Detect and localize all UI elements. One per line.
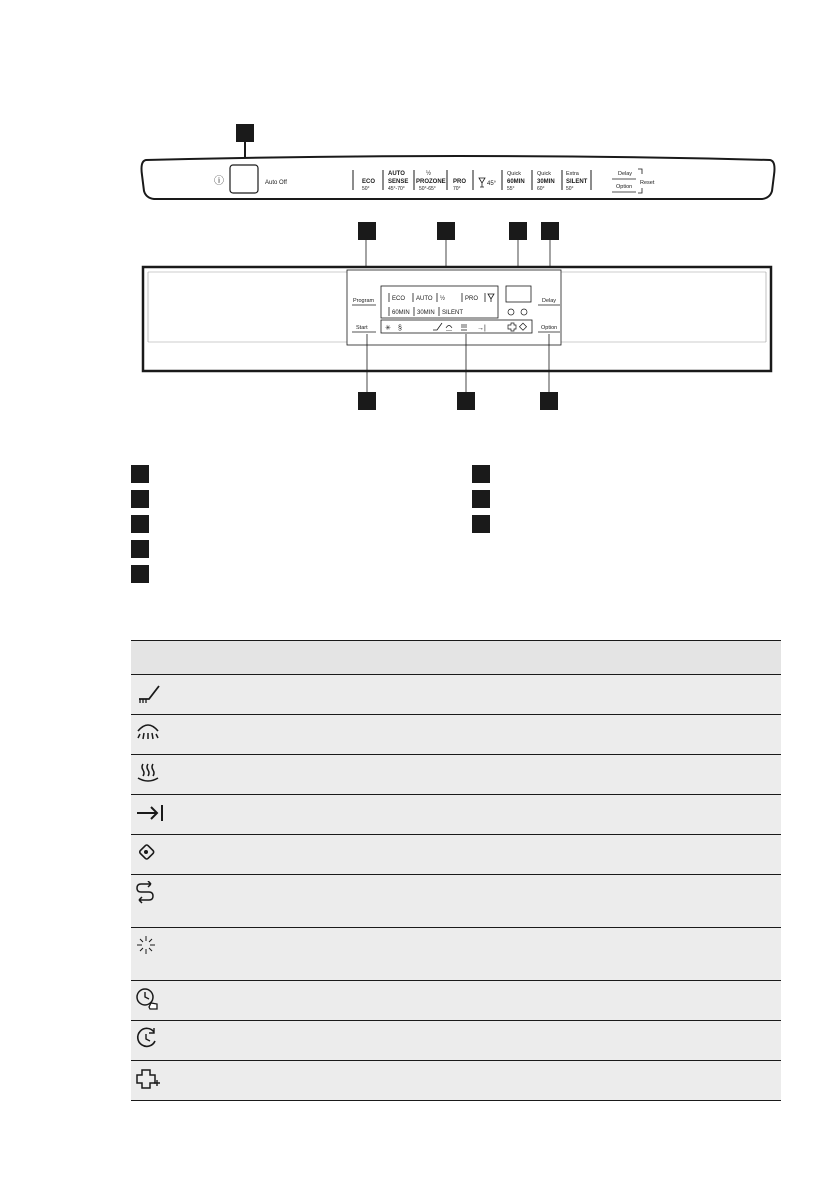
legend-marker bbox=[131, 490, 149, 508]
auto-off-label: Auto Off bbox=[265, 180, 287, 186]
table-row bbox=[131, 835, 781, 875]
indicator-pro: PRO bbox=[465, 296, 479, 302]
indicator-eco: ECO bbox=[392, 296, 406, 302]
callout-marker bbox=[236, 124, 254, 142]
callout-marker bbox=[457, 392, 475, 410]
spray-arms-icon bbox=[135, 721, 161, 745]
end-arrow-icon bbox=[135, 801, 165, 825]
indicator-60min: 60MIN bbox=[392, 310, 410, 316]
program-quick30[interactable]: Quick bbox=[537, 171, 552, 177]
program-quick30-line2: 30MIN bbox=[537, 179, 555, 185]
salt-icon bbox=[135, 841, 161, 865]
table-row bbox=[131, 675, 781, 715]
table-row bbox=[131, 875, 781, 928]
symbols-table bbox=[131, 640, 781, 1101]
program-button[interactable]: Program bbox=[353, 298, 375, 304]
legend-marker bbox=[472, 490, 490, 508]
indicator-30min: 30MIN bbox=[417, 310, 435, 316]
legend-marker bbox=[131, 540, 149, 558]
timer-icon bbox=[135, 1027, 161, 1053]
multitab-icon bbox=[135, 881, 161, 907]
rinse-aid-icon bbox=[135, 681, 161, 705]
display-panel bbox=[140, 230, 776, 410]
table-row bbox=[131, 981, 781, 1021]
program-extra-silent-line2: SILENT bbox=[566, 179, 588, 185]
sparkle-icon bbox=[135, 934, 161, 960]
on-off-button[interactable] bbox=[230, 165, 258, 193]
legend-marker bbox=[131, 565, 149, 583]
delay-button-display[interactable]: Delay bbox=[542, 298, 557, 304]
table-row bbox=[131, 795, 781, 835]
indicator-prozone: ½ bbox=[440, 296, 446, 302]
end-indicator-icon: →| bbox=[477, 325, 486, 332]
program-pro-temp: 70° bbox=[453, 186, 461, 192]
extra-option-icon bbox=[135, 1067, 163, 1093]
legend-marker bbox=[472, 515, 490, 533]
program-extra-silent[interactable]: Extra bbox=[566, 171, 579, 177]
table-header bbox=[131, 641, 781, 675]
program-auto-temp: 45°-70° bbox=[388, 186, 405, 192]
indicator-auto: AUTO bbox=[416, 296, 433, 302]
legend-marker bbox=[472, 465, 490, 483]
program-quick60-line2: 60MIN bbox=[507, 179, 525, 185]
legend-marker bbox=[131, 515, 149, 533]
reset-label: Reset bbox=[640, 180, 655, 186]
delay-button[interactable]: Delay bbox=[618, 171, 633, 177]
program-prozone-line2: PROZONE bbox=[416, 179, 446, 185]
table-row bbox=[131, 1061, 781, 1101]
indicator-silent: SILENT bbox=[442, 310, 464, 316]
table-row bbox=[131, 755, 781, 795]
digital-display bbox=[506, 286, 531, 302]
program-prozone-temp: 50°-65° bbox=[419, 186, 436, 192]
sparkle-indicator-icon: ✳ bbox=[385, 325, 391, 332]
program-quick30-temp: 60° bbox=[537, 186, 545, 192]
program-pro[interactable]: PRO bbox=[453, 179, 467, 185]
table-row bbox=[131, 715, 781, 755]
callout-marker bbox=[358, 392, 376, 410]
program-extra-silent-temp: 50° bbox=[566, 186, 574, 192]
option-button[interactable]: Option bbox=[616, 184, 633, 190]
legend-marker bbox=[131, 465, 149, 483]
program-glass[interactable]: 45° bbox=[487, 181, 497, 187]
option-button-display[interactable]: Option bbox=[541, 325, 558, 331]
callout-marker bbox=[540, 392, 558, 410]
program-quick60[interactable]: Quick bbox=[507, 171, 522, 177]
table-row bbox=[131, 1021, 781, 1061]
program-quick60-temp: 55° bbox=[507, 186, 515, 192]
program-auto[interactable]: AUTO bbox=[388, 171, 405, 177]
start-button[interactable]: Start bbox=[356, 325, 368, 331]
power-icon: ⓘ bbox=[214, 176, 224, 187]
program-eco[interactable]: ECO bbox=[362, 179, 376, 185]
control-panel bbox=[140, 155, 776, 207]
program-eco-temp: 50° bbox=[362, 186, 370, 192]
multitab-indicator-icon: § bbox=[398, 325, 402, 332]
delay-start-icon bbox=[135, 987, 161, 1013]
table-row bbox=[131, 928, 781, 981]
heating-icon bbox=[135, 761, 161, 785]
program-auto-line2: SENSE bbox=[388, 179, 409, 185]
program-prozone[interactable]: ½ bbox=[426, 171, 432, 177]
